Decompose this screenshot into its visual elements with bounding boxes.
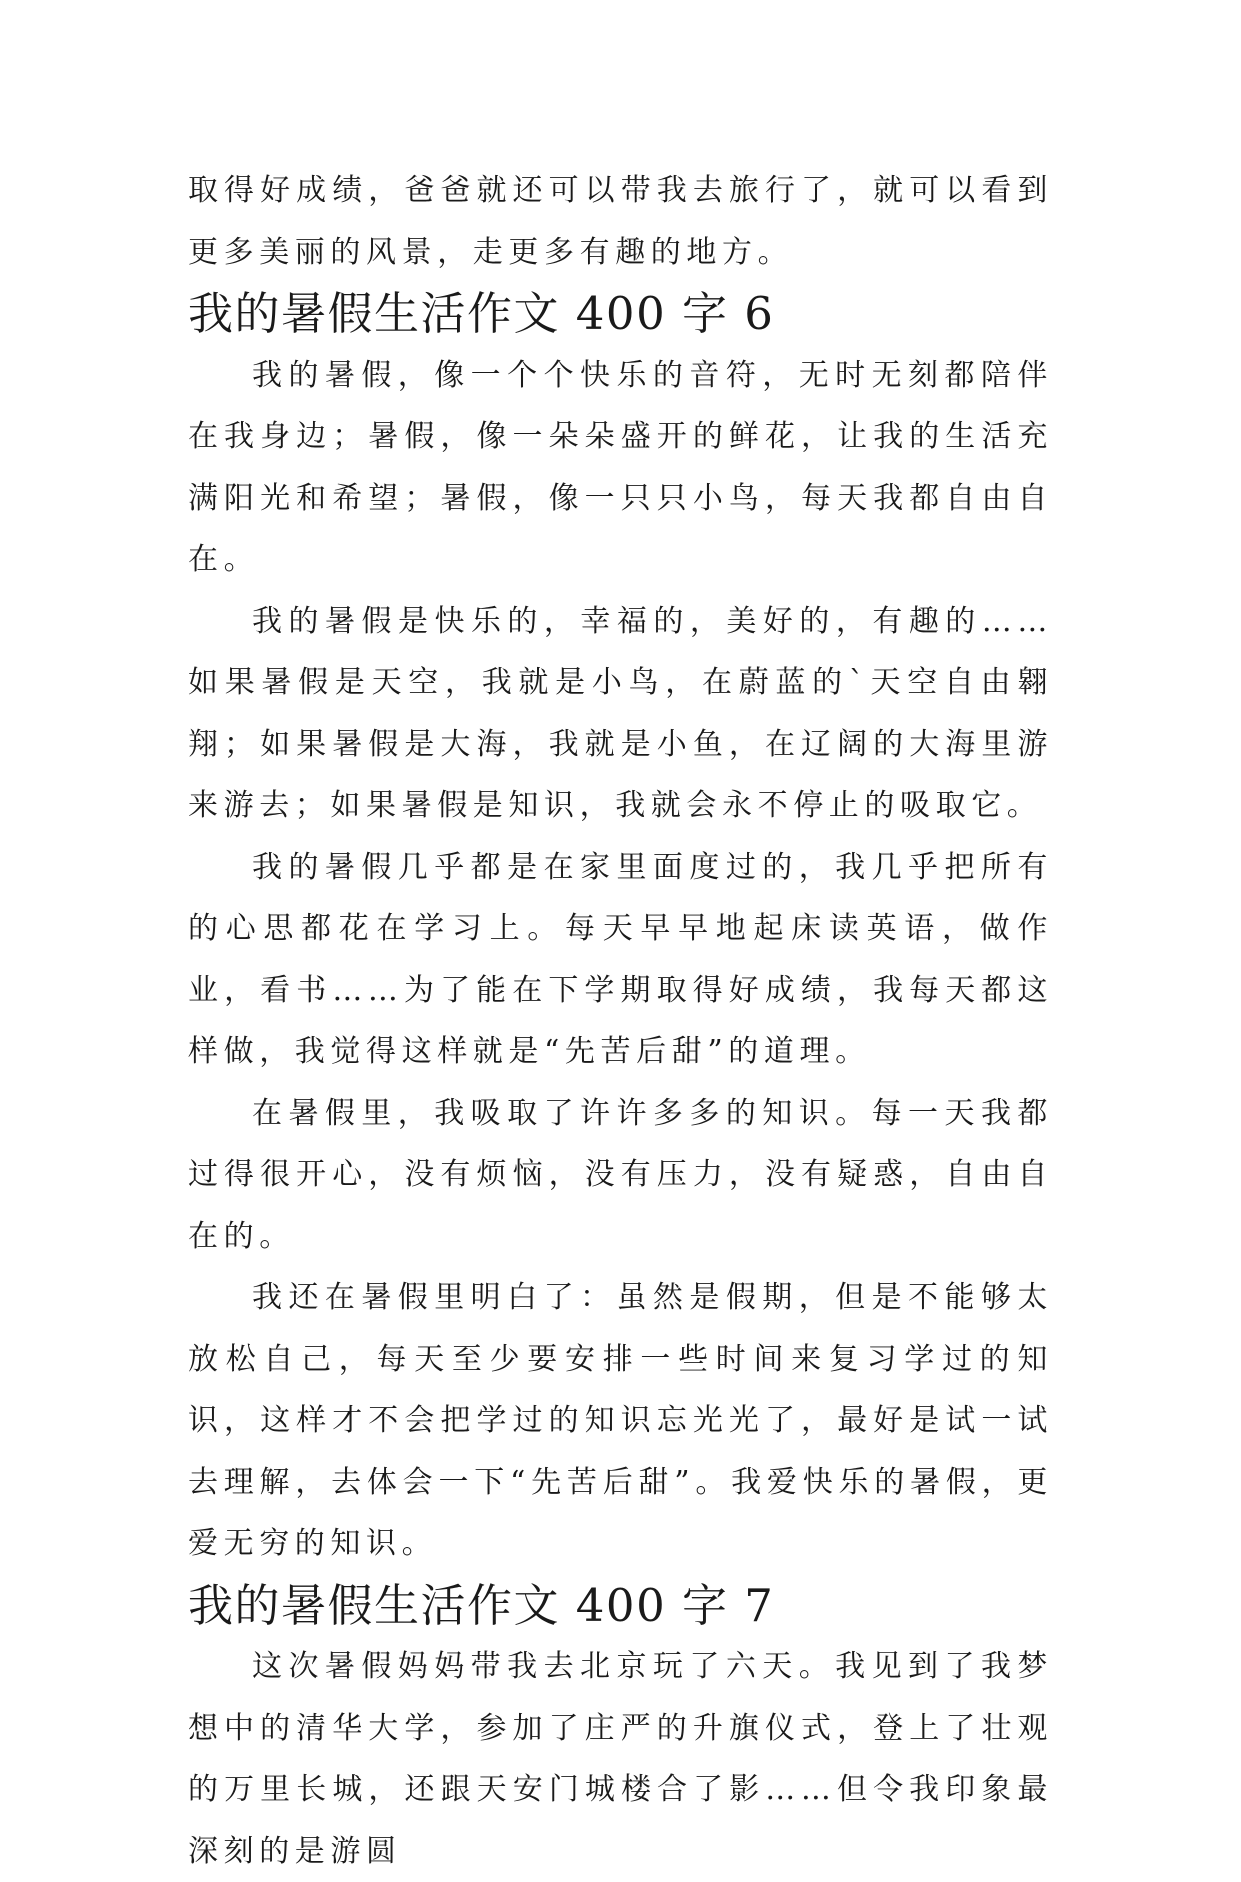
paragraph: 我还在暑假里明白了：虽然是假期，但是不能够太放松自己，每天至少要安排一些时间来复习学过的知识，这样才不会把学过的知识忘光光了，最好是试一试去理解，去体会一下“先苦后甜”。我爱快乐的暑假，更爱无穷的知识。	[188, 1280, 1053, 1561]
paragraph: 这次暑假妈妈带我去北京玩了六天。我见到了我梦想中的清华大学，参加了庄严的升旗仪式，登上了壮观的万里长城，还跟天安门城楼合了影……但令我印象最深刻的是游圆	[188, 1649, 1053, 1869]
essay-heading-7: 我的暑假生活作文 400 字 7	[188, 1578, 775, 1632]
paragraph: 我的暑假是快乐的，幸福的，美好的，有趣的……如果暑假是天空，我就是小鸟，在蔚蓝的`天空自由翱翔；如果暑假是大海，我就是小鱼，在辽阔的大海里游来游去；如果暑假是知识，我就会永不停止的吸取它。	[188, 603, 1053, 823]
essay-heading-6: 我的暑假生活作文 400 字 6	[188, 287, 775, 340]
paragraph-continued: 取得好成绩，爸爸就还可以带我去旅行了，就可以看到更多美丽的风景，走更多有趣的地方。	[188, 173, 1053, 270]
paragraph: 我的暑假，像一个个快乐的音符，无时无刻都陪伴在我身边；暑假，像一朵朵盛开的鲜花，让我的生活充满阳光和希望；暑假，像一只只小鸟，每天我都自由自在。	[188, 357, 1053, 577]
paragraph: 在暑假里，我吸取了许许多多的知识。每一天我都过得很开心，没有烦恼，没有压力，没有疑惑，自由自在的。	[188, 1095, 1053, 1254]
document-body	[188, 160, 1053, 1882]
paragraph: 我的暑假几乎都是在家里面度过的，我几乎把所有的心思都花在学习上。每天早早地起床读英语，做作业，看书……为了能在下学期取得好成绩，我每天都这样做，我觉得这样就是“先苦后甜”的道理。	[188, 849, 1053, 1069]
